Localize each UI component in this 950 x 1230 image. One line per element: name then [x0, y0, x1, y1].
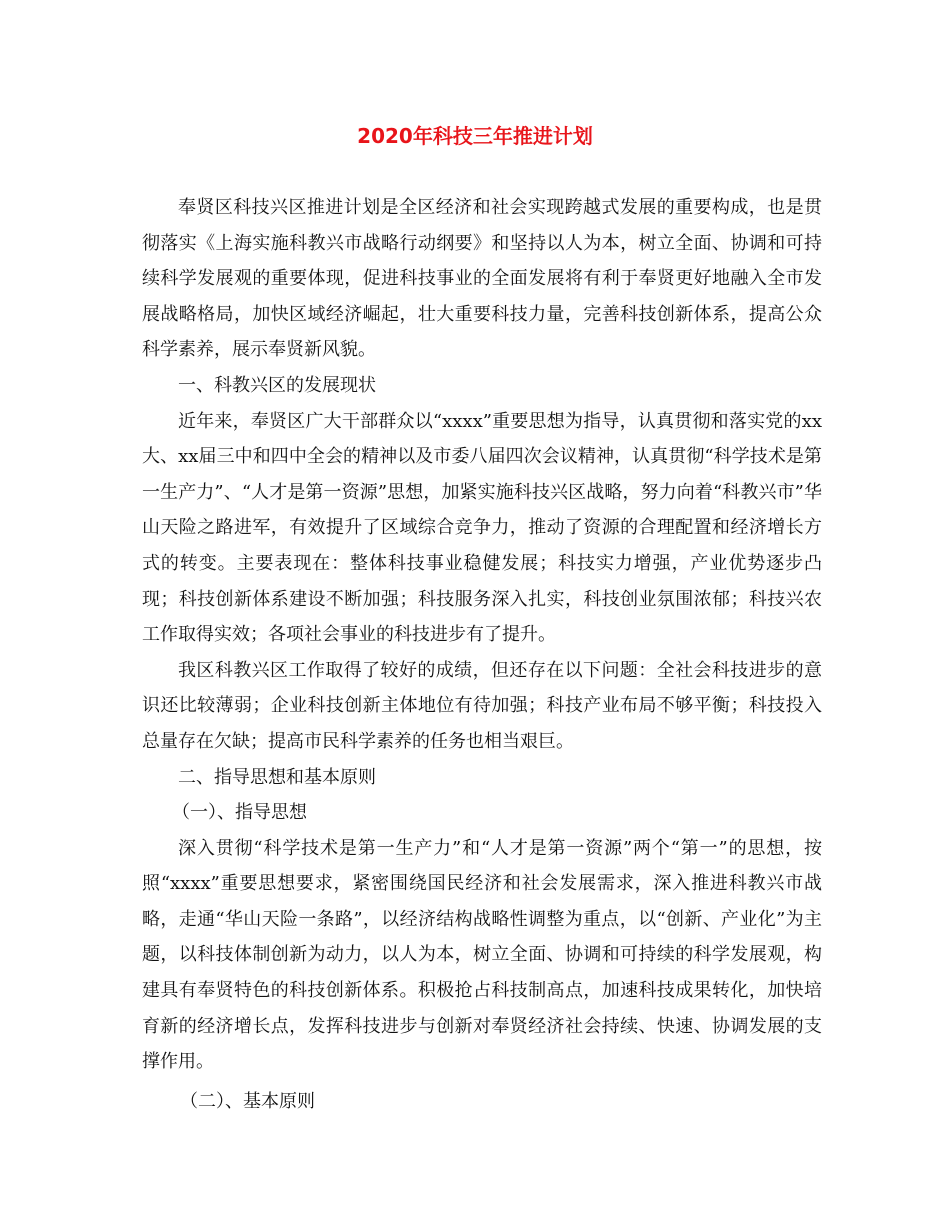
document-body — [142, 190, 822, 1119]
subsection-heading-2: （二）、基本原则 — [180, 1090, 315, 1112]
paragraph-guiding-thought: 深入贯彻“科学技术是第一生产力”和“人才是第一资源”两个“第一”的思想，按照“xxxx”重要思想要求，紧密围绕国民经济和社会发展需求，深入推进科教兴市战略，走通“华山天险一条路”，以经济结构战略性调整为重点，以“创新、产业化”为主题，以科技体制创新为动力，以人为本，树立全面、协调和可持续的科学发展观，构建具有奉贤特色的科技创新体系。积极抢占科技制高点，加速科技成果转化，加快培育新的经济增长点，发挥科技进步与创新对奉贤经济社会持续、快速、协调发展的支撑作用。 — [142, 837, 822, 1073]
paragraph-status: 近年来，奉贤区广大干部群众以“xxxx”重要思想为指导，认真贯彻和落实党的xx大、xx届三中和四中全会的精神以及市委八届四次会议精神，认真贯彻“科学技术是第一生产力”、“人才是第一资源”思想，加紧实施科技兴区战略，努力向着“科教兴市”华山天险之路进军，有效提升了区域综合竞争力，推动了资源的合理配置和经济增长方式的转变。主要表现在：整体科技事业稳健发展；科技实力增强，产业优势逐步凸现；科技创新体系建设不断加强；科技服务深入扎实，科技创业氛围浓郁；科技兴农工作取得实效；各项社会事业的科技进步有了提升。 — [142, 410, 822, 646]
section-heading-2: 二、指导思想和基本原则 — [178, 766, 376, 788]
paragraph-problems: 我区科教兴区工作取得了较好的成绩，但还存在以下问题：全社会科技进步的意识还比较薄弱；企业科技创新主体地位有待加强；科技产业布局不够平衡；科技投入总量存在欠缺；提高市民科学素养的任务也相当艰巨。 — [142, 659, 822, 752]
paragraph-intro: 奉贤区科技兴区推进计划是全区经济和社会实现跨越式发展的重要构成，也是贯彻落实《上海实施科教兴市战略行动纲要》和坚持以人为本，树立全面、协调和可持续科学发展观的重要体现，促进科技事业的全面发展将有利于奉贤更好地融入全市发展战略格局，加快区域经济崛起，壮大重要科技力量，完善科技创新体系，提高公众科学素养，展示奉贤新风貌。 — [142, 197, 822, 361]
document-title: 2020年科技三年推进计划 — [357, 124, 593, 148]
subsection-heading-1: （一）、指导思想 — [172, 802, 307, 824]
section-heading-1: 一、科教兴区的发展现状 — [178, 374, 376, 396]
